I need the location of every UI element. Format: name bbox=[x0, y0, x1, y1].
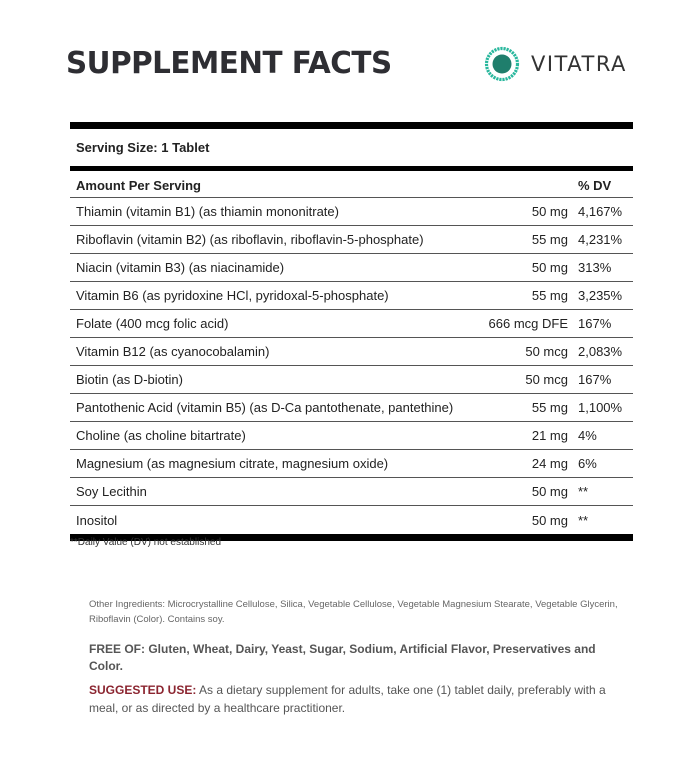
nutrient-name: Biotin (as D-biotin) bbox=[76, 372, 183, 387]
nutrient-amount: 21 mg bbox=[531, 428, 568, 443]
nutrient-name: Thiamin (vitamin B1) (as thiamin mononitrate) bbox=[76, 204, 339, 219]
nutrient-amount: 50 mg bbox=[531, 204, 568, 219]
nutrient-name: Vitamin B6 (as pyridoxine HCl, pyridoxal-5-phosphate) bbox=[76, 288, 389, 303]
nutrient-name: Inositol bbox=[76, 512, 118, 528]
table-row bbox=[70, 422, 633, 450]
supplement-facts-table bbox=[70, 122, 633, 541]
nutrient-amount: 50 mg bbox=[531, 512, 568, 528]
page-title: SUPPLEMENT FACTS bbox=[66, 46, 392, 81]
nutrient-dv: 313% bbox=[578, 260, 612, 275]
nutrient-dv: ** bbox=[578, 484, 589, 499]
nutrient-amount: 50 mg bbox=[531, 260, 568, 275]
dv-header: % DV bbox=[578, 178, 612, 193]
nutrient-dv: 2,083% bbox=[578, 344, 623, 359]
nutrient-dv: 167% bbox=[578, 316, 612, 331]
nutrient-name: Vitamin B12 (as cyanocobalamin) bbox=[76, 344, 270, 359]
table-row bbox=[70, 282, 633, 310]
table-row bbox=[70, 394, 633, 422]
nutrient-name: Folate (400 mcg folic acid) bbox=[76, 316, 229, 331]
nutrient-dv: 4,231% bbox=[578, 232, 623, 247]
nutrient-amount: 50 mcg bbox=[525, 372, 568, 387]
table-header bbox=[70, 171, 633, 198]
nutrient-amount: 55 mg bbox=[531, 400, 568, 415]
nutrient-name: Riboflavin (vitamin B2) (as riboflavin, riboflavin-5-phosphate) bbox=[76, 232, 424, 247]
table-row bbox=[70, 198, 633, 226]
nutrient-rows bbox=[70, 198, 633, 534]
nutrient-name: Magnesium (as magnesium citrate, magnesium oxide) bbox=[76, 456, 389, 471]
dv-footnote: **Daily Value (DV) not established bbox=[70, 537, 222, 548]
nutrient-amount: 55 mg bbox=[531, 288, 568, 303]
table-row bbox=[70, 366, 633, 394]
nutrient-dv: 1,100% bbox=[578, 400, 623, 415]
nutrient-name: Soy Lecithin bbox=[76, 484, 147, 499]
other-ingredients: Other Ingredients: Microcrystalline Cellulose, Silica, Vegetable Cellulose, Vegetable Magnesium Stearate, Vegetable Glycerin, Riboflavin (Color). Contains soy. bbox=[89, 599, 618, 625]
table-row bbox=[70, 450, 633, 478]
nutrient-amount: 666 mcg DFE bbox=[488, 316, 568, 331]
nutrient-dv: 4% bbox=[578, 428, 597, 443]
table-row bbox=[70, 226, 633, 254]
suggested-use bbox=[89, 682, 634, 717]
suggested-use-label: SUGGESTED USE: bbox=[89, 683, 197, 697]
nutrient-name: Choline (as choline bitartrate) bbox=[76, 428, 246, 443]
nutrient-dv: ** bbox=[578, 512, 589, 528]
table-row bbox=[70, 506, 633, 534]
nutrient-name: Pantothenic Acid (vitamin B5) (as D-Ca pantothenate, pantethine) bbox=[76, 400, 454, 415]
top-rule bbox=[70, 122, 633, 129]
nutrient-dv: 4,167% bbox=[578, 204, 623, 219]
brand-name: VITATRA bbox=[531, 52, 627, 76]
free-of-statement: FREE OF: Gluten, Wheat, Dairy, Yeast, Sugar, Sodium, Artificial Flavor, Preservatives and Color. bbox=[89, 642, 596, 673]
nutrient-amount: 50 mg bbox=[531, 484, 568, 499]
brand-logo bbox=[484, 46, 627, 82]
vitatra-logo-icon bbox=[484, 46, 520, 82]
nutrient-amount: 55 mg bbox=[531, 232, 568, 247]
amount-per-serving-header: Amount Per Serving bbox=[76, 178, 201, 193]
nutrient-dv: 3,235% bbox=[578, 288, 623, 303]
nutrient-name: Niacin (vitamin B3) (as niacinamide) bbox=[76, 260, 285, 275]
nutrient-amount: 50 mcg bbox=[525, 344, 568, 359]
nutrient-dv: 6% bbox=[578, 456, 597, 471]
table-row bbox=[70, 310, 633, 338]
table-row bbox=[70, 338, 633, 366]
table-row bbox=[70, 478, 633, 506]
table-row bbox=[70, 254, 633, 282]
nutrient-dv: 167% bbox=[578, 372, 612, 387]
serving-size: Serving Size: 1 Tablet bbox=[76, 140, 210, 155]
nutrient-amount: 24 mg bbox=[531, 456, 568, 471]
suggested-use-text: As a dietary supplement for adults, take one (1) tablet daily, preferably with a meal, or as directed by a healthcare practitioner. bbox=[89, 683, 606, 715]
